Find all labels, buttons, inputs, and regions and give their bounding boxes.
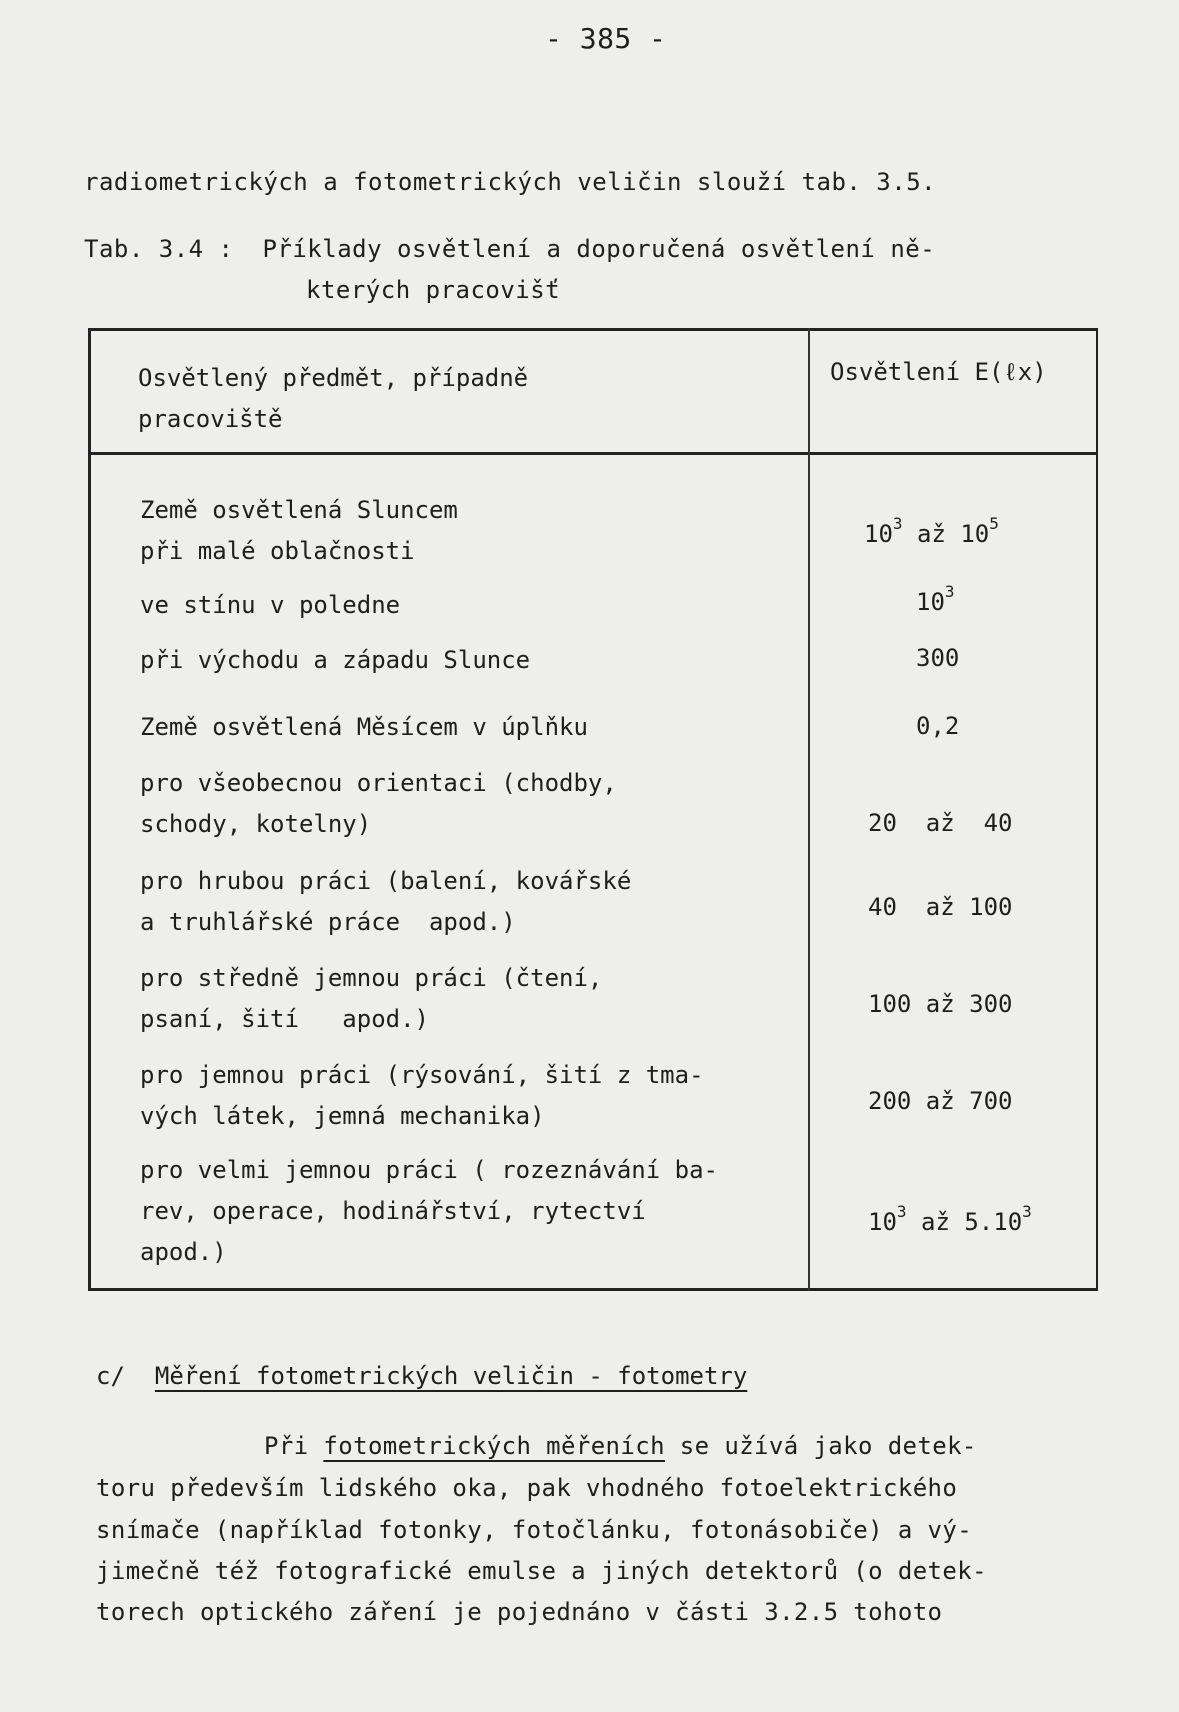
- table-row-value: 300: [916, 644, 960, 672]
- table-row-value: $10^3$: [916, 582, 955, 616]
- paragraph-line: torech optického záření je pojednáno v části 3.2.5 tohoto: [96, 1598, 943, 1626]
- table-column-divider: [808, 328, 810, 1291]
- paragraph-line: jimečně též fotografické emulse a jiných detektorů (o detek-: [96, 1557, 987, 1585]
- table-row-value: $10^3$ až 5.10$^3$: [868, 1202, 1032, 1236]
- table-header-divider: [88, 452, 1098, 455]
- table-caption-label: Tab. 3.4 :: [84, 235, 234, 263]
- table-row-subject: ve stínu v poledne: [140, 591, 401, 619]
- table-row-subject: Země osvětlená Sluncem při malé oblačnosti: [140, 496, 458, 565]
- table-row-subject: při východu a západu Slunce: [140, 646, 531, 674]
- table-row-subject: pro všeobecnou orientaci (chodby, schody, kotelny): [140, 769, 617, 838]
- table-row-subject: pro středně jemnou práci (čtení, psaní, šití apod.): [140, 964, 603, 1033]
- table-caption-line1: Příklady osvětlení a doporučená osvětlení ně-: [262, 235, 936, 263]
- paragraph-line: snímače (například fotonky, fotočlánku, fotonásobiče) a vý-: [96, 1516, 973, 1544]
- intro-line: radiometrických a fotometrických veličin slouží tab. 3.5.: [84, 168, 937, 196]
- page-number: - 385 -: [545, 22, 667, 55]
- section-title: Měření fotometrických veličin - fotometry: [154, 1362, 748, 1390]
- section-heading: [96, 1362, 747, 1390]
- table-row-value: 200 až 700: [868, 1087, 1013, 1115]
- table-row-value: 20 až 40: [868, 809, 1013, 837]
- paragraph-line: Při fotometrických měřeních se užívá jako detek-: [264, 1432, 977, 1460]
- table-row-subject: pro velmi jemnou práci ( rozeznávání ba- rev, operace, hodinářství, rytectví apod.): [140, 1156, 718, 1266]
- section-label: c/: [96, 1362, 125, 1390]
- table-header-illumination: Osvětlení E(ℓx): [830, 358, 1047, 386]
- table-row-value: 40 až 100: [868, 893, 1013, 921]
- table-row-subject: pro jemnou práci (rýsování, šití z tma- vých látek, jemná mechanika): [140, 1061, 704, 1130]
- paragraph-line: toru především lidského oka, pak vhodného fotoelektrického: [96, 1474, 958, 1502]
- table-header-subject: Osvětlený předmět, případně pracoviště: [138, 364, 529, 433]
- table-row-value: 0,2: [916, 712, 960, 740]
- table-caption-line2: kterých pracovišť: [306, 276, 561, 304]
- table-row-value: $10^3$ až $10^5$: [864, 514, 999, 548]
- table-row-value: 100 až 300: [868, 990, 1013, 1018]
- table-row-subject: Země osvětlená Měsícem v úplňku: [140, 713, 588, 741]
- table-caption: [84, 235, 935, 263]
- table-row-subject: pro hrubou práci (balení, kovářské a truhlářské práce apod.): [140, 867, 632, 936]
- underlined-term: fotometrických měřeních: [323, 1432, 665, 1460]
